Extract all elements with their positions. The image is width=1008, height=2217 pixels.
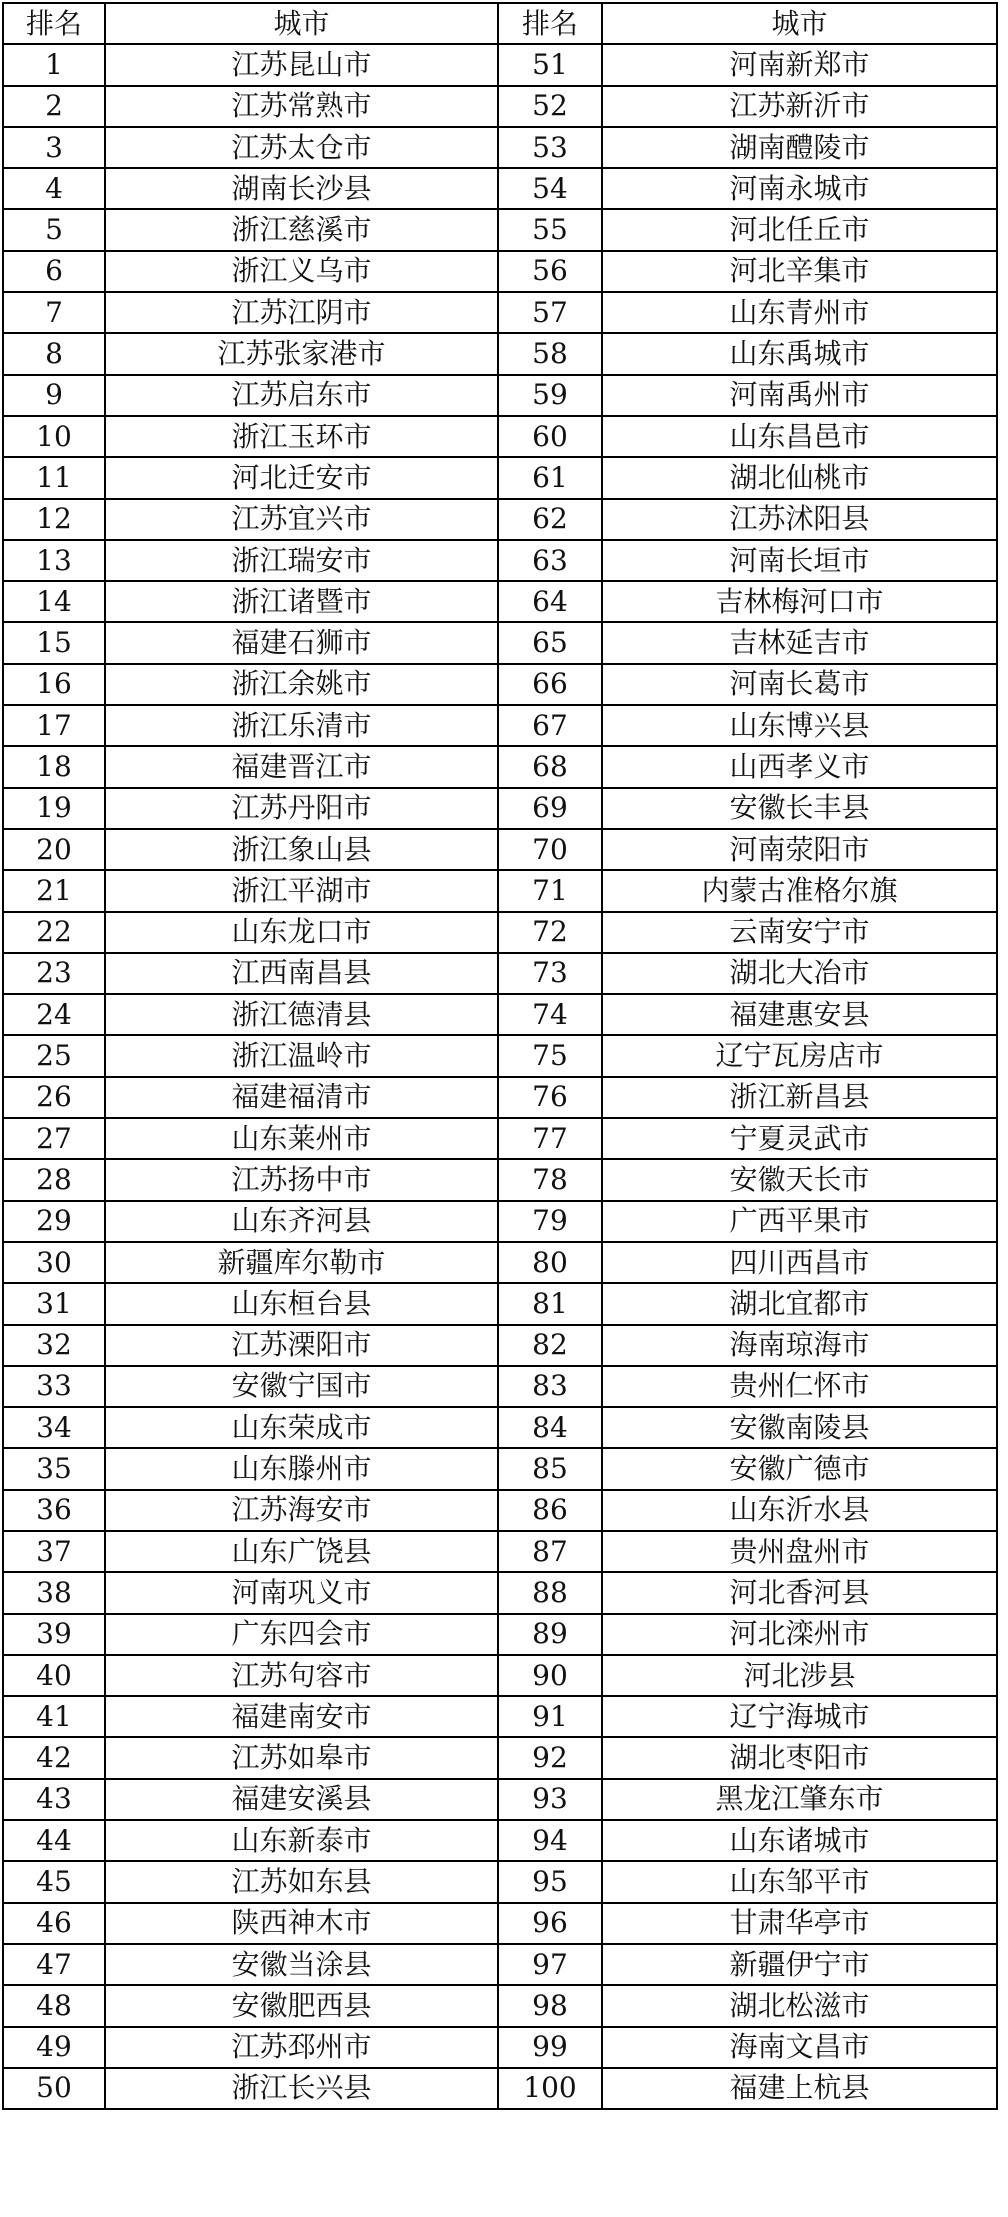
table-row [3, 622, 997, 663]
rank-cell-left: 10 [3, 416, 105, 457]
city-cell-right: 辽宁瓦房店市 [602, 1035, 997, 1076]
table-row [3, 1985, 997, 2026]
rank-cell-right: 78 [498, 1159, 602, 1200]
rank-cell-left: 23 [3, 953, 105, 994]
city-cell-left: 江苏句容市 [105, 1655, 498, 1696]
table-row [3, 44, 997, 85]
rank-cell-right: 81 [498, 1283, 602, 1324]
city-cell-right: 河北滦州市 [602, 1614, 997, 1655]
rank-cell-right: 83 [498, 1366, 602, 1407]
city-cell-left: 浙江长兴县 [105, 2068, 498, 2109]
rank-cell-right: 67 [498, 705, 602, 746]
rank-cell-left: 3 [3, 127, 105, 168]
city-header-left: 城市 [105, 3, 498, 44]
table-body [3, 44, 997, 2109]
rank-cell-left: 26 [3, 1077, 105, 1118]
table-row [3, 953, 997, 994]
rank-cell-left: 14 [3, 581, 105, 622]
city-cell-left: 安徽宁国市 [105, 1366, 498, 1407]
city-cell-left: 福建石狮市 [105, 622, 498, 663]
rank-cell-right: 87 [498, 1531, 602, 1572]
city-cell-right: 贵州仁怀市 [602, 1366, 997, 1407]
city-cell-left: 浙江慈溪市 [105, 209, 498, 250]
ranking-table [2, 2, 998, 2110]
city-cell-left: 江苏溧阳市 [105, 1325, 498, 1366]
rank-cell-right: 90 [498, 1655, 602, 1696]
city-cell-left: 江苏扬中市 [105, 1159, 498, 1200]
city-header-right: 城市 [602, 3, 997, 44]
city-cell-left: 江苏昆山市 [105, 44, 498, 85]
rank-cell-left: 20 [3, 829, 105, 870]
city-cell-right: 河北任丘市 [602, 209, 997, 250]
rank-cell-left: 30 [3, 1242, 105, 1283]
city-cell-left: 山东新泰市 [105, 1820, 498, 1861]
city-cell-left: 浙江玉环市 [105, 416, 498, 457]
rank-cell-right: 89 [498, 1614, 602, 1655]
rank-cell-right: 62 [498, 499, 602, 540]
city-cell-left: 山东荣成市 [105, 1407, 498, 1448]
rank-cell-left: 39 [3, 1614, 105, 1655]
rank-cell-left: 27 [3, 1118, 105, 1159]
rank-cell-right: 60 [498, 416, 602, 457]
table-row [3, 705, 997, 746]
table-row [3, 1655, 997, 1696]
rank-cell-left: 42 [3, 1737, 105, 1778]
rank-cell-right: 77 [498, 1118, 602, 1159]
city-cell-left: 江苏太仓市 [105, 127, 498, 168]
rank-cell-left: 40 [3, 1655, 105, 1696]
table-row [3, 127, 997, 168]
rank-cell-right: 91 [498, 1696, 602, 1737]
rank-cell-left: 29 [3, 1201, 105, 1242]
table-row [3, 251, 997, 292]
rank-cell-left: 19 [3, 788, 105, 829]
rank-cell-right: 65 [498, 622, 602, 663]
city-cell-left: 山东齐河县 [105, 1201, 498, 1242]
city-cell-left: 浙江瑞安市 [105, 540, 498, 581]
table-row [3, 292, 997, 333]
city-cell-right: 河南长垣市 [602, 540, 997, 581]
city-cell-left: 河北迁安市 [105, 457, 498, 498]
rank-cell-left: 34 [3, 1407, 105, 1448]
rank-cell-left: 33 [3, 1366, 105, 1407]
rank-cell-right: 55 [498, 209, 602, 250]
city-cell-left: 江苏江阴市 [105, 292, 498, 333]
table-row [3, 581, 997, 622]
city-cell-left: 江苏如东县 [105, 1861, 498, 1902]
table-row [3, 1696, 997, 1737]
rank-cell-left: 12 [3, 499, 105, 540]
rank-cell-left: 7 [3, 292, 105, 333]
city-cell-left: 河南巩义市 [105, 1572, 498, 1613]
rank-cell-right: 94 [498, 1820, 602, 1861]
rank-cell-left: 45 [3, 1861, 105, 1902]
table-row [3, 375, 997, 416]
rank-cell-right: 88 [498, 1572, 602, 1613]
table-row [3, 1448, 997, 1489]
rank-cell-right: 76 [498, 1077, 602, 1118]
rank-cell-right: 59 [498, 375, 602, 416]
city-cell-right: 黑龙江肇东市 [602, 1779, 997, 1820]
rank-cell-left: 35 [3, 1448, 105, 1489]
rank-cell-right: 52 [498, 86, 602, 127]
rank-cell-right: 70 [498, 829, 602, 870]
table-row [3, 788, 997, 829]
table-row [3, 829, 997, 870]
city-cell-left: 安徽当涂县 [105, 1944, 498, 1985]
city-cell-right: 山东诸城市 [602, 1820, 997, 1861]
rank-cell-left: 48 [3, 1985, 105, 2026]
city-cell-left: 山东滕州市 [105, 1448, 498, 1489]
rank-cell-left: 49 [3, 2027, 105, 2068]
city-cell-left: 福建南安市 [105, 1696, 498, 1737]
city-cell-right: 湖南醴陵市 [602, 127, 997, 168]
city-cell-left: 江苏启东市 [105, 375, 498, 416]
city-cell-right: 吉林延吉市 [602, 622, 997, 663]
rank-cell-right: 80 [498, 1242, 602, 1283]
table-row [3, 912, 997, 953]
city-cell-right: 山东沂水县 [602, 1490, 997, 1531]
table-row [3, 1944, 997, 1985]
rank-cell-right: 54 [498, 168, 602, 209]
city-cell-left: 山东莱州市 [105, 1118, 498, 1159]
city-cell-left: 福建福清市 [105, 1077, 498, 1118]
city-cell-right: 海南琼海市 [602, 1325, 997, 1366]
city-cell-left: 陕西神木市 [105, 1903, 498, 1944]
table-row [3, 746, 997, 787]
rank-cell-left: 11 [3, 457, 105, 498]
rank-cell-left: 16 [3, 664, 105, 705]
rank-cell-left: 44 [3, 1820, 105, 1861]
city-cell-right: 山西孝义市 [602, 746, 997, 787]
city-cell-left: 山东桓台县 [105, 1283, 498, 1324]
city-cell-right: 内蒙古准格尔旗 [602, 870, 997, 911]
city-cell-right: 安徽广德市 [602, 1448, 997, 1489]
rank-cell-right: 68 [498, 746, 602, 787]
rank-cell-left: 5 [3, 209, 105, 250]
rank-header-right: 排名 [498, 3, 602, 44]
city-cell-left: 浙江乐清市 [105, 705, 498, 746]
city-cell-right: 山东博兴县 [602, 705, 997, 746]
rank-cell-right: 58 [498, 333, 602, 374]
table-row [3, 1077, 997, 1118]
rank-cell-left: 47 [3, 1944, 105, 1985]
city-cell-left: 江苏丹阳市 [105, 788, 498, 829]
city-cell-right: 辽宁海城市 [602, 1696, 997, 1737]
rank-cell-left: 38 [3, 1572, 105, 1613]
table-row [3, 1737, 997, 1778]
city-cell-left: 山东龙口市 [105, 912, 498, 953]
table-row [3, 168, 997, 209]
city-cell-right: 山东禹城市 [602, 333, 997, 374]
rank-cell-left: 21 [3, 870, 105, 911]
city-cell-left: 浙江德清县 [105, 994, 498, 1035]
rank-cell-right: 97 [498, 1944, 602, 1985]
city-cell-right: 云南安宁市 [602, 912, 997, 953]
city-cell-right: 河南永城市 [602, 168, 997, 209]
rank-cell-right: 51 [498, 44, 602, 85]
rank-cell-right: 57 [498, 292, 602, 333]
table-row [3, 1861, 997, 1902]
rank-cell-right: 71 [498, 870, 602, 911]
city-cell-right: 甘肃华亭市 [602, 1903, 997, 1944]
city-cell-right: 广西平果市 [602, 1201, 997, 1242]
city-cell-left: 江西南昌县 [105, 953, 498, 994]
table-row [3, 1820, 997, 1861]
rank-cell-left: 28 [3, 1159, 105, 1200]
city-cell-left: 江苏常熟市 [105, 86, 498, 127]
city-cell-right: 海南文昌市 [602, 2027, 997, 2068]
city-cell-right: 江苏新沂市 [602, 86, 997, 127]
rank-cell-right: 73 [498, 953, 602, 994]
city-cell-left: 湖南长沙县 [105, 168, 498, 209]
rank-cell-left: 24 [3, 994, 105, 1035]
city-cell-left: 浙江象山县 [105, 829, 498, 870]
city-cell-right: 河南长葛市 [602, 664, 997, 705]
rank-cell-left: 18 [3, 746, 105, 787]
rank-cell-left: 32 [3, 1325, 105, 1366]
city-cell-right: 湖北宜都市 [602, 1283, 997, 1324]
city-cell-left: 江苏邳州市 [105, 2027, 498, 2068]
city-cell-right: 河南荥阳市 [602, 829, 997, 870]
table-row [3, 664, 997, 705]
table-row [3, 1407, 997, 1448]
table-row [3, 2027, 997, 2068]
city-cell-left: 福建晋江市 [105, 746, 498, 787]
rank-cell-left: 36 [3, 1490, 105, 1531]
table-row [3, 1283, 997, 1324]
city-cell-right: 湖北大冶市 [602, 953, 997, 994]
rank-cell-left: 37 [3, 1531, 105, 1572]
table-row [3, 457, 997, 498]
city-cell-left: 江苏海安市 [105, 1490, 498, 1531]
rank-cell-left: 15 [3, 622, 105, 663]
table-row [3, 1201, 997, 1242]
rank-cell-right: 72 [498, 912, 602, 953]
city-cell-right: 安徽南陵县 [602, 1407, 997, 1448]
table-row [3, 1242, 997, 1283]
table-row [3, 540, 997, 581]
rank-cell-right: 61 [498, 457, 602, 498]
rank-cell-right: 95 [498, 1861, 602, 1902]
table-row [3, 416, 997, 457]
city-cell-left: 浙江余姚市 [105, 664, 498, 705]
city-cell-right: 河北辛集市 [602, 251, 997, 292]
table-row [3, 994, 997, 1035]
rank-cell-right: 66 [498, 664, 602, 705]
city-cell-right: 四川西昌市 [602, 1242, 997, 1283]
table-row [3, 1779, 997, 1820]
rank-cell-left: 22 [3, 912, 105, 953]
rank-cell-right: 56 [498, 251, 602, 292]
city-cell-right: 山东昌邑市 [602, 416, 997, 457]
rank-cell-right: 86 [498, 1490, 602, 1531]
rank-cell-left: 2 [3, 86, 105, 127]
city-cell-right: 贵州盘州市 [602, 1531, 997, 1572]
rank-cell-left: 8 [3, 333, 105, 374]
city-cell-right: 湖北枣阳市 [602, 1737, 997, 1778]
table-row [3, 2068, 997, 2109]
rank-header-left: 排名 [3, 3, 105, 44]
rank-cell-right: 96 [498, 1903, 602, 1944]
rank-cell-right: 85 [498, 1448, 602, 1489]
rank-cell-left: 25 [3, 1035, 105, 1076]
city-cell-right: 山东邹平市 [602, 1861, 997, 1902]
rank-cell-right: 64 [498, 581, 602, 622]
city-cell-right: 新疆伊宁市 [602, 1944, 997, 1985]
city-cell-left: 山东广饶县 [105, 1531, 498, 1572]
city-cell-right: 吉林梅河口市 [602, 581, 997, 622]
rank-cell-left: 41 [3, 1696, 105, 1737]
rank-cell-left: 6 [3, 251, 105, 292]
table-row [3, 333, 997, 374]
rank-cell-right: 63 [498, 540, 602, 581]
city-cell-right: 福建惠安县 [602, 994, 997, 1035]
city-cell-right: 宁夏灵武市 [602, 1118, 997, 1159]
rank-cell-left: 31 [3, 1283, 105, 1324]
rank-cell-right: 99 [498, 2027, 602, 2068]
table-row [3, 1572, 997, 1613]
city-cell-right: 浙江新昌县 [602, 1077, 997, 1118]
table-row [3, 1035, 997, 1076]
rank-cell-left: 17 [3, 705, 105, 746]
rank-cell-right: 69 [498, 788, 602, 829]
rank-cell-left: 4 [3, 168, 105, 209]
city-cell-right: 湖北仙桃市 [602, 457, 997, 498]
city-cell-right: 河南禹州市 [602, 375, 997, 416]
table-row [3, 1118, 997, 1159]
city-cell-left: 江苏张家港市 [105, 333, 498, 374]
rank-cell-right: 75 [498, 1035, 602, 1076]
table-row [3, 86, 997, 127]
rank-cell-left: 13 [3, 540, 105, 581]
rank-cell-left: 1 [3, 44, 105, 85]
city-cell-left: 江苏宜兴市 [105, 499, 498, 540]
city-cell-right: 福建上杭县 [602, 2068, 997, 2109]
rank-cell-left: 46 [3, 1903, 105, 1944]
city-cell-right: 江苏沭阳县 [602, 499, 997, 540]
table-row [3, 209, 997, 250]
city-cell-right: 湖北松滋市 [602, 1985, 997, 2026]
rank-cell-right: 92 [498, 1737, 602, 1778]
table-row [3, 1531, 997, 1572]
city-cell-left: 浙江温岭市 [105, 1035, 498, 1076]
city-cell-right: 山东青州市 [602, 292, 997, 333]
rank-cell-right: 82 [498, 1325, 602, 1366]
rank-cell-left: 50 [3, 2068, 105, 2109]
city-cell-left: 广东四会市 [105, 1614, 498, 1655]
rank-cell-right: 100 [498, 2068, 602, 2109]
city-cell-left: 浙江义乌市 [105, 251, 498, 292]
table-row [3, 1903, 997, 1944]
city-cell-left: 浙江平湖市 [105, 870, 498, 911]
city-cell-left: 江苏如皋市 [105, 1737, 498, 1778]
city-cell-right: 河北香河县 [602, 1572, 997, 1613]
rank-cell-right: 93 [498, 1779, 602, 1820]
city-cell-left: 福建安溪县 [105, 1779, 498, 1820]
table-row [3, 1614, 997, 1655]
rank-cell-right: 74 [498, 994, 602, 1035]
rank-cell-right: 98 [498, 1985, 602, 2026]
header-row [3, 3, 997, 44]
city-cell-right: 河北涉县 [602, 1655, 997, 1696]
city-cell-right: 安徽长丰县 [602, 788, 997, 829]
city-cell-left: 浙江诸暨市 [105, 581, 498, 622]
table-row [3, 1490, 997, 1531]
rank-cell-left: 9 [3, 375, 105, 416]
rank-cell-left: 43 [3, 1779, 105, 1820]
table-row [3, 1366, 997, 1407]
table-row [3, 1325, 997, 1366]
table-row [3, 870, 997, 911]
table-row [3, 1159, 997, 1200]
rank-cell-right: 79 [498, 1201, 602, 1242]
city-cell-right: 安徽天长市 [602, 1159, 997, 1200]
rank-cell-right: 53 [498, 127, 602, 168]
city-cell-left: 新疆库尔勒市 [105, 1242, 498, 1283]
rank-cell-right: 84 [498, 1407, 602, 1448]
city-cell-left: 安徽肥西县 [105, 1985, 498, 2026]
city-cell-right: 河南新郑市 [602, 44, 997, 85]
table-row [3, 499, 997, 540]
